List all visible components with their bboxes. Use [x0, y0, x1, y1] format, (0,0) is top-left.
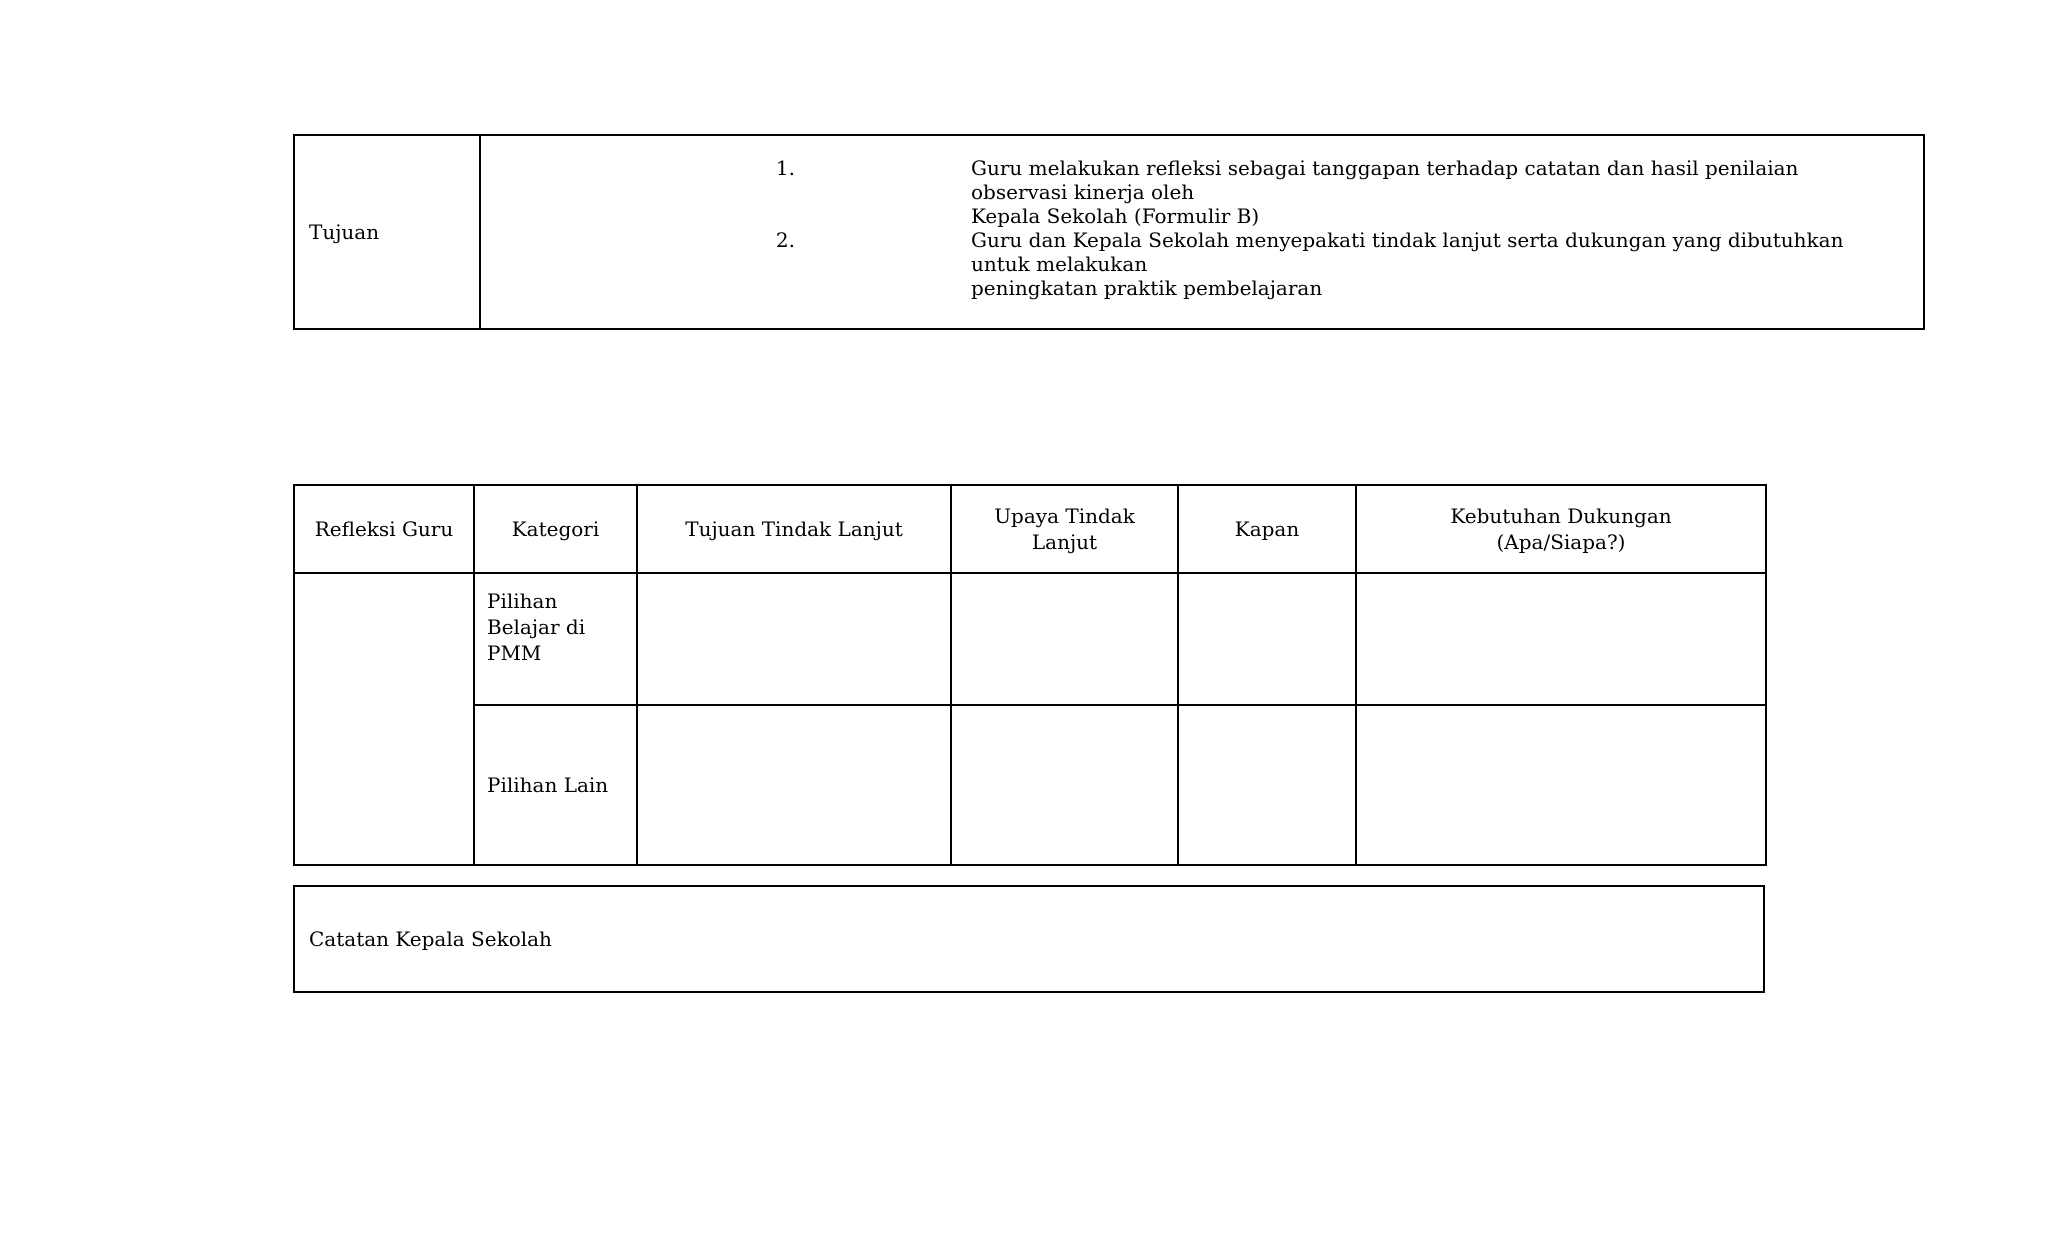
refleksi-table — [293, 484, 1767, 866]
objective-number: 2. — [775, 228, 795, 252]
header-tujuan-tindak-lanjut: Tujuan Tindak Lanjut — [637, 485, 951, 573]
objective-number: 1. — [775, 156, 795, 180]
upaya-tindak-lanjut-cell[interactable] — [951, 705, 1178, 865]
tujuan-label: Tujuan — [294, 135, 480, 329]
objective-text — [821, 156, 1893, 228]
objective-item-2 — [481, 228, 1893, 300]
header-line: Kebutuhan Dukungan — [1450, 504, 1672, 528]
header-line: Upaya Tindak — [994, 504, 1135, 528]
objective-text-line: peningkatan praktik pembelajaran — [971, 276, 1323, 300]
header-kebutuhan-dukungan — [1356, 485, 1766, 573]
kategori-line: Belajar di — [487, 615, 586, 639]
catatan-label: Catatan Kepala Sekolah — [309, 927, 552, 951]
tujuan-row — [294, 135, 1924, 329]
header-kategori: Kategori — [474, 485, 637, 573]
table-row — [294, 573, 1766, 705]
table-header-row — [294, 485, 1766, 573]
kebutuhan-dukungan-cell[interactable] — [1356, 573, 1766, 705]
header-line: Lanjut — [1031, 530, 1098, 554]
header-upaya-tindak-lanjut — [951, 485, 1178, 573]
header-kapan: Kapan — [1178, 485, 1356, 573]
objective-text — [821, 228, 1893, 300]
kategori-line: PMM — [487, 641, 542, 665]
kategori-line: Pilihan — [487, 589, 558, 613]
tujuan-tindak-lanjut-cell[interactable] — [637, 705, 951, 865]
tujuan-table — [293, 134, 1925, 330]
catatan-kepala-sekolah-box[interactable] — [293, 885, 1765, 993]
table-row — [294, 705, 1766, 865]
kapan-cell[interactable] — [1178, 573, 1356, 705]
kapan-cell[interactable] — [1178, 705, 1356, 865]
upaya-tindak-lanjut-cell[interactable] — [951, 573, 1178, 705]
header-refleksi-guru: Refleksi Guru — [294, 485, 474, 573]
objective-item-1 — [481, 156, 1893, 228]
tujuan-tindak-lanjut-cell[interactable] — [637, 573, 951, 705]
kebutuhan-dukungan-cell[interactable] — [1356, 705, 1766, 865]
header-line: (Apa/Siapa?) — [1496, 530, 1626, 554]
kategori-cell: Pilihan Lain — [474, 705, 637, 865]
kategori-cell — [474, 573, 637, 705]
tujuan-objectives — [480, 135, 1924, 329]
objective-text-line: Guru melakukan refleksi sebagai tanggapan terhadap catatan dan hasil penilaian observasi kinerja oleh — [971, 156, 1799, 204]
refleksi-guru-cell[interactable] — [294, 573, 474, 865]
objective-text-line: Guru dan Kepala Sekolah menyepakati tindak lanjut serta dukungan yang dibutuhkan untuk melakukan — [971, 228, 1844, 276]
objective-text-line: Kepala Sekolah (Formulir B) — [971, 204, 1260, 228]
